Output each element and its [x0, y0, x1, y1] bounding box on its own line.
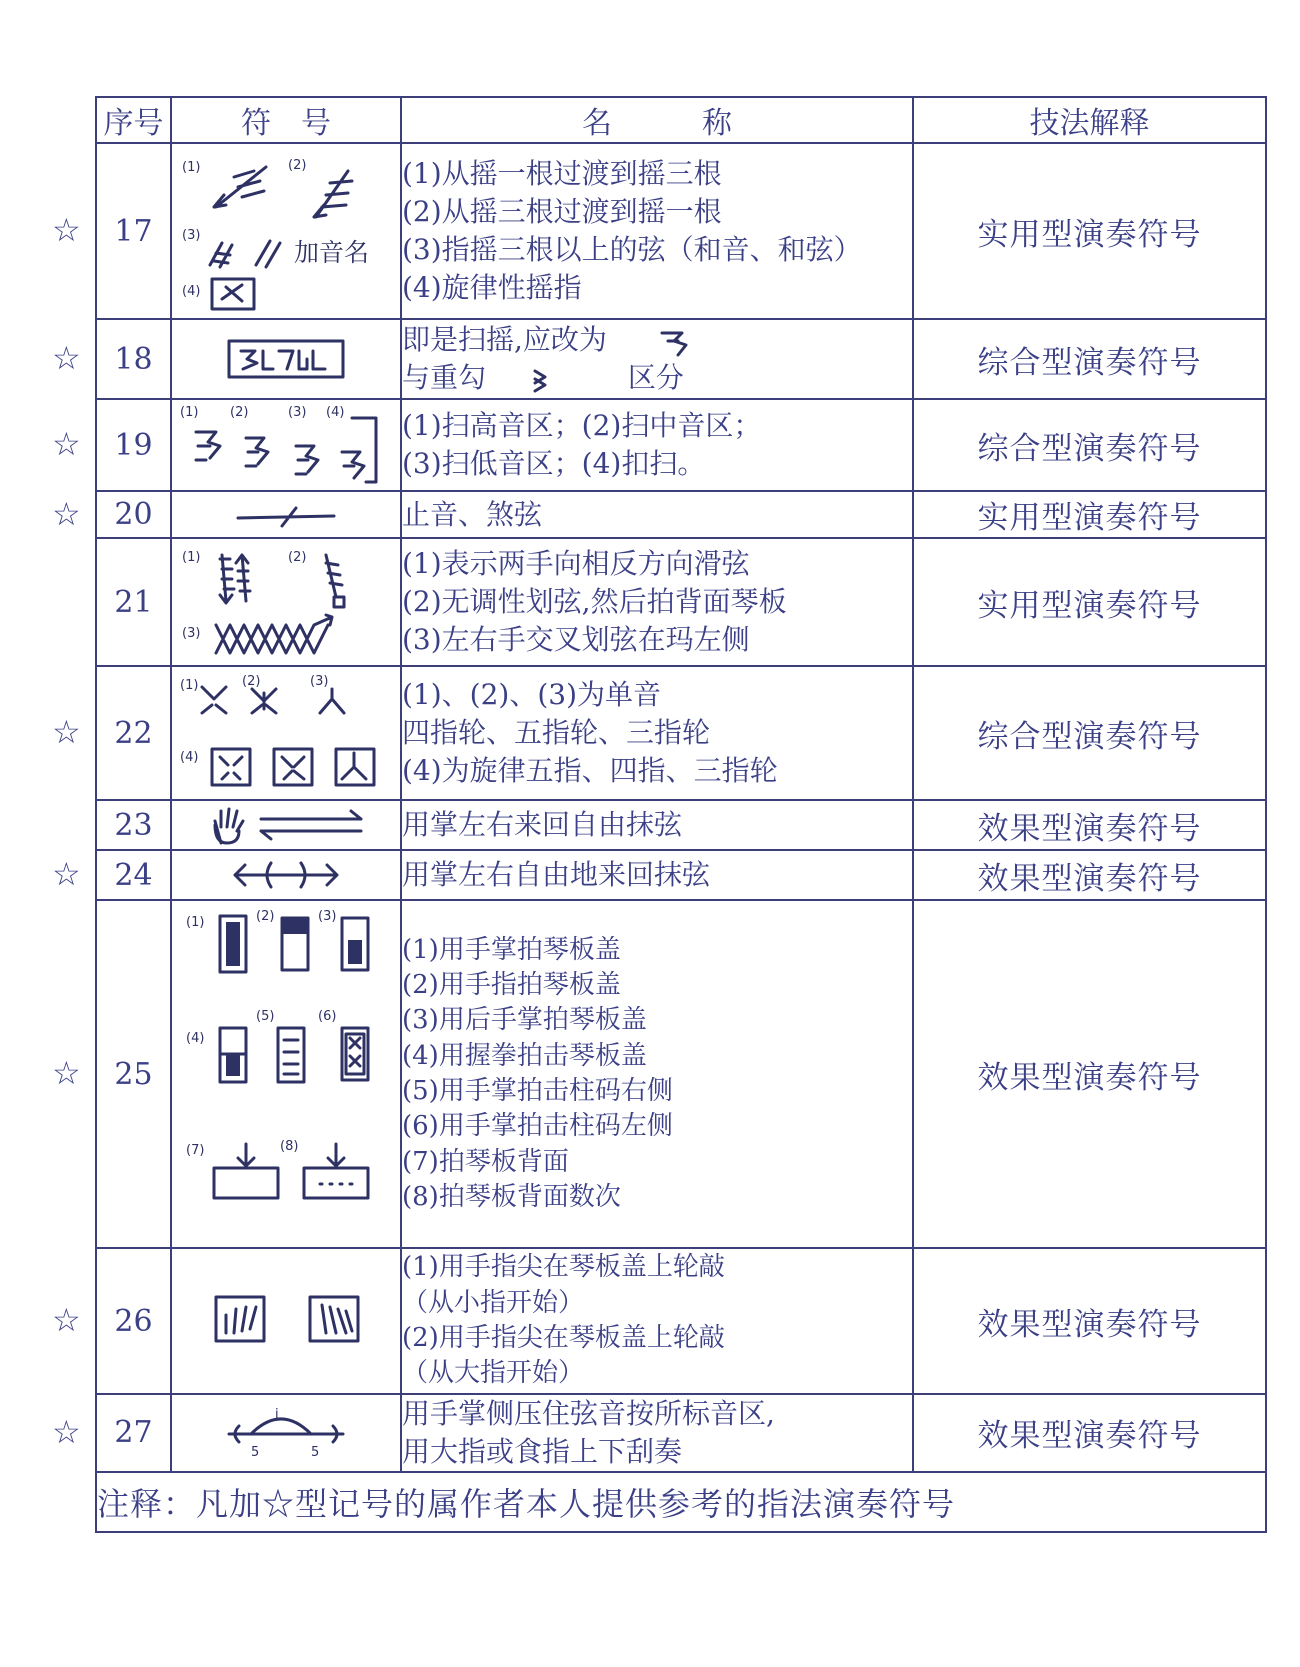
symbol-cell [171, 143, 401, 319]
mute-symbol [226, 498, 346, 532]
svg-text:(3): (3) [182, 626, 201, 641]
symbol-table [95, 96, 1267, 1533]
name-cell: 用手掌侧压住弦音按所标音区, 用大指或食指上下刮奏 [401, 1394, 913, 1472]
header-name: 名 称 [401, 97, 913, 143]
symbol-cell [171, 850, 401, 900]
category-cell: 效果型演奏符号 [913, 1248, 1266, 1394]
name-cell: 用掌左右来回自由抹弦 [401, 800, 913, 850]
svg-text:5: 5 [251, 1444, 260, 1460]
symbol-cell [171, 319, 401, 399]
svg-text:(1): (1) [182, 550, 201, 565]
header-no: 序号 [96, 97, 171, 143]
double-hook-icon [529, 365, 559, 395]
glissando-symbols [176, 541, 396, 663]
star-marker: ☆ [52, 1054, 81, 1092]
star-marker: ☆ [52, 211, 81, 249]
row-number: 25 [96, 900, 171, 1248]
star-marker: ☆ [52, 425, 81, 463]
row-number: 22 [96, 666, 171, 800]
svg-text:5: 5 [311, 1444, 320, 1460]
svg-text:(3): (3) [318, 909, 337, 924]
name-cell: 用掌左右自由地来回抹弦 [401, 850, 913, 900]
svg-text:(1): (1) [186, 915, 205, 930]
sweep-icon [656, 327, 696, 357]
symbol-text: 加音名 [294, 238, 370, 267]
palm-rub-symbol [201, 803, 371, 847]
name-cell: (1)扫高音区；(2)扫中音区； (3)扫低音区；(4)扣扫。 [401, 399, 913, 491]
category-cell: 综合型演奏符号 [913, 399, 1266, 491]
svg-text:(1): (1) [180, 405, 199, 420]
svg-text:(2): (2) [242, 674, 261, 689]
symbol-cell [171, 666, 401, 800]
svg-text:(4): (4) [186, 1031, 205, 1046]
symbol-cell [171, 800, 401, 850]
symbol-cell [171, 399, 401, 491]
table-row [96, 850, 1266, 900]
star-marker: ☆ [52, 1412, 81, 1451]
table-row [96, 900, 1266, 1248]
svg-text:(6): (6) [318, 1009, 337, 1024]
footnote: 注释：凡加☆型记号的属作者本人提供参考的指法演奏符号 [96, 1472, 1266, 1532]
symbol-cell [171, 538, 401, 666]
star-marker: ☆ [52, 494, 81, 533]
sweep-register-symbols [176, 402, 396, 488]
symbol-cell [171, 900, 401, 1248]
name-cell: 止音、煞弦 [401, 491, 913, 538]
svg-text:(1): (1) [180, 678, 199, 693]
name-cell: (1)用手掌拍琴板盖 (2)用手指拍琴板盖 (3)用后手掌拍琴板盖 (4)用握拳拍击琴板盖 (5)用手掌拍击柱码右侧 (6)用手掌拍击柱码左侧 (7)拍琴板背面 (8)拍琴板背面数次 [401, 900, 913, 1248]
svg-text:(2): (2) [288, 550, 307, 565]
table-row [96, 143, 1266, 319]
row-number: 24 [96, 850, 171, 900]
category-cell: 效果型演奏符号 [913, 850, 1266, 900]
svg-text:(3): (3) [182, 228, 201, 243]
sweep-tremolo-symbol [221, 333, 351, 385]
symbol-cell [171, 1394, 401, 1472]
table-row [96, 538, 1266, 666]
table-row [96, 666, 1266, 800]
star-marker: ☆ [52, 713, 81, 751]
name-cell: (1)用手指尖在琴板盖上轮敲 （从小指开始） (2)用手指尖在琴板盖上轮敲 （从大指开始） [401, 1248, 913, 1394]
svg-text:(4): (4) [182, 284, 201, 299]
table-row [96, 319, 1266, 399]
row-number: 19 [96, 399, 171, 491]
category-cell: 综合型演奏符号 [913, 666, 1266, 800]
table-row [96, 399, 1266, 491]
row-number: 26 [96, 1248, 171, 1394]
row-number: 20 [96, 491, 171, 538]
table-row [96, 491, 1266, 538]
row-number: 27 [96, 1394, 171, 1472]
svg-text:i: i [275, 1406, 279, 1422]
category-cell: 效果型演奏符号 [913, 1394, 1266, 1472]
board-tap-symbols [176, 904, 396, 1244]
name-cell: 即是扫摇,应改为 与重勾 区分 [401, 319, 913, 399]
category-cell: 效果型演奏符号 [913, 900, 1266, 1248]
star-marker: ☆ [52, 855, 81, 893]
tremolo-transition-symbols [176, 147, 396, 315]
table-row [96, 800, 1266, 850]
svg-text:(4): (4) [180, 750, 199, 765]
category-cell: 综合型演奏符号 [913, 319, 1266, 399]
svg-text:(2): (2) [288, 158, 307, 173]
svg-text:(7): (7) [186, 1143, 205, 1158]
category-cell: 实用型演奏符号 [913, 538, 1266, 666]
header-row [96, 97, 1266, 143]
svg-text:(3): (3) [288, 405, 307, 420]
svg-text:(3): (3) [310, 674, 329, 689]
row-number: 21 [96, 538, 171, 666]
category-cell: 实用型演奏符号 [913, 143, 1266, 319]
header-category: 技法解释 [913, 97, 1266, 143]
category-cell: 效果型演奏符号 [913, 800, 1266, 850]
svg-text:(8): (8) [280, 1139, 299, 1154]
svg-text:(5): (5) [256, 1009, 275, 1024]
palm-side-scrape-symbol [211, 1400, 361, 1466]
symbol-cell [171, 1248, 401, 1394]
name-cell: (1)表示两手向相反方向滑弦 (2)无调性划弦,然后拍背面琴板 (3)左右手交叉划弦在玛左侧 [401, 538, 913, 666]
finger-roll-symbols [176, 669, 396, 797]
svg-text:(2): (2) [230, 405, 249, 420]
header-symbol: 符 号 [171, 97, 401, 143]
fingertip-roll-symbols [176, 1261, 396, 1381]
star-marker: ☆ [52, 339, 81, 377]
symbol-cell [171, 491, 401, 538]
note-row [96, 1472, 1266, 1532]
table-row [96, 1248, 1266, 1394]
svg-text:(1): (1) [182, 160, 201, 175]
free-rub-symbol [221, 853, 351, 897]
name-cell: (1)、(2)、(3)为单音 四指轮、五指轮、三指轮 (4)为旋律五指、四指、三指轮 [401, 666, 913, 800]
svg-text:(2): (2) [256, 909, 275, 924]
category-cell: 实用型演奏符号 [913, 491, 1266, 538]
row-number: 23 [96, 800, 171, 850]
table-row [96, 1394, 1266, 1472]
row-number: 17 [96, 143, 171, 319]
star-marker: ☆ [52, 1301, 81, 1339]
row-number: 18 [96, 319, 171, 399]
svg-text:(4): (4) [326, 405, 345, 420]
name-cell: (1)从摇一根过渡到摇三根 (2)从摇三根过渡到摇一根 (3)指摇三根以上的弦（和音、和弦） (4)旋律性摇指 [401, 143, 913, 319]
